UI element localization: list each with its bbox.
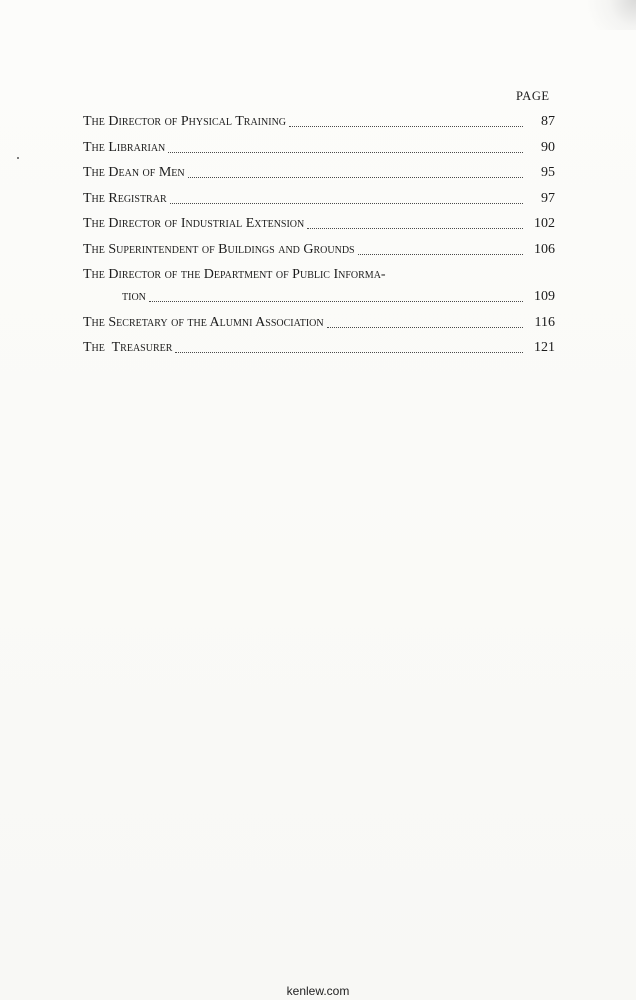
toc-entry[interactable]: [83, 113, 555, 131]
dot-leader: [289, 126, 523, 127]
table-of-contents: [83, 113, 555, 365]
paper-speck: [17, 157, 19, 159]
toc-entry-title-line2: tion: [122, 289, 146, 304]
toc-entry-page: 87: [541, 114, 555, 129]
toc-entry[interactable]: [83, 139, 555, 157]
toc-entry-page: 95: [541, 165, 555, 180]
toc-entry-page: 116: [534, 314, 555, 330]
dot-leader: [175, 352, 523, 353]
toc-entry-title: The Dean of Men: [83, 165, 185, 180]
toc-entry-title: The Superintendent of Buildings and Grounds: [83, 241, 355, 257]
toc-entry[interactable]: [83, 241, 555, 259]
dot-leader: [170, 203, 523, 204]
dot-leader: [149, 301, 523, 302]
toc-entry-page: 97: [541, 190, 555, 206]
toc-entry-page: 102: [534, 216, 555, 231]
toc-entry-title: The Treasurer: [83, 340, 173, 355]
toc-entry-page: 90: [541, 139, 555, 155]
toc-entry[interactable]: [83, 164, 555, 182]
toc-entry-title: The Director of Industrial Extension: [83, 216, 305, 231]
toc-entry[interactable]: [83, 190, 555, 208]
toc-entry-continuation: [83, 288, 555, 306]
source-watermark: kenlew.com: [286, 984, 350, 998]
toc-entry-title: The Librarian: [83, 139, 166, 155]
toc-entry-title: The Secretary of the Alumni Association: [83, 314, 324, 330]
toc-entry-page: 109: [534, 289, 555, 304]
toc-entry[interactable]: [83, 215, 555, 233]
toc-entry-title-line1: The Director of the Department of Public Informa-: [83, 267, 386, 282]
dot-leader: [168, 152, 523, 153]
toc-entry[interactable]: [83, 266, 555, 306]
toc-entry[interactable]: [83, 314, 555, 332]
toc-entry-title: The Director of Physical Training: [83, 114, 287, 129]
page-column-heading: PAGE: [516, 89, 550, 103]
toc-entry-title: The Registrar: [83, 190, 167, 206]
dot-leader: [307, 228, 523, 229]
dot-leader: [327, 327, 523, 328]
toc-entry-page: 106: [534, 241, 555, 257]
toc-entry-page: 121: [534, 340, 555, 355]
toc-entry[interactable]: [83, 339, 555, 357]
dot-leader: [188, 177, 523, 178]
dot-leader: [358, 254, 523, 255]
page-corner-shadow: [576, 0, 636, 30]
